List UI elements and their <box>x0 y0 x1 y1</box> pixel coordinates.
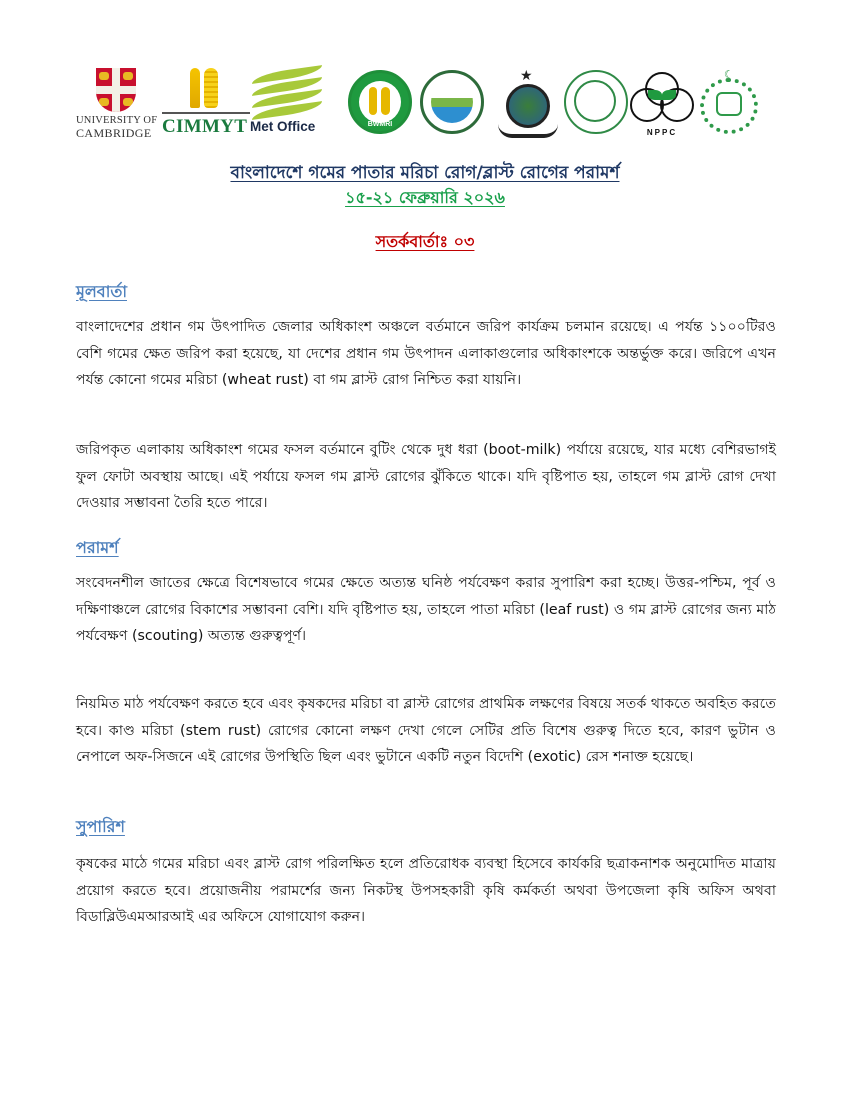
wheat-icon <box>190 68 200 108</box>
met-office-logo <box>250 64 326 140</box>
paragraph: নিয়মিত মাঠ পর্যবেক্ষণ করতে হবে এবং কৃষকদের মরিচা বা ব্লাস্ট রোগের প্রাথমিক লক্ষণের বিষয়ে সতর্ক থাকতে অবহিত করতে হবে। কাণ্ড মরিচা (stem rust) রোগের কোনো লক্ষণ দেখা গেলে সেটির প্রতি বিশেষ গুরুত্ব দিতে হবে, কারণ ভুটান ও নেপালে অফ-সিজনে এই রোগের উপস্থিতি ছিল এবং ভুটানে একটি নতুন বিদেশি (exotic) রেস শনাক্ত হয়েছে। <box>76 696 776 765</box>
alert-number: সতর্কবার্তাঃ ০৩ <box>375 232 475 251</box>
corn-icon <box>204 68 218 108</box>
section-heading-recommendation: সুপারিশ <box>76 817 125 836</box>
paragraph: সংবেদনশীল জাতের ক্ষেত্রে বিশেষভাবে গমের ক্ষেতে অত্যন্ত ঘনিষ্ঠ পর্যবেক্ষণ করার সুপারিশ করা হচ্ছে। উত্তর-পশ্চিম, পূর্ব ও দক্ষিণাঞ্চলে রোগের বিকাশের সম্ভাবনা বেশি। যদি বৃষ্টিপাত হয়, তাহলে পাতা মরিচা (leaf rust) ও গম ব্লাস্ট রোগের জন্য মাঠ পর্যবেক্ষণ (scouting) অত্যন্ত গুরুত্বপূর্ণ। <box>76 575 776 644</box>
cambridge-shield-icon <box>96 68 136 112</box>
section-heading-advice: পরামর্শ <box>76 538 119 557</box>
met-office-logo-text: Met Office <box>250 119 316 134</box>
section-heading-key-message: মূলবার্তা <box>76 282 127 301</box>
star-icon: ★ <box>520 68 533 84</box>
leaf-icon <box>662 90 676 100</box>
nepal-ministry-seal-logo <box>698 68 760 140</box>
nppc-logo <box>626 66 698 138</box>
globe-icon <box>506 84 550 128</box>
logo-strip <box>76 64 776 144</box>
paragraph: জরিপকৃত এলাকায় অধিকাংশ গমের ফসল বর্তমানে বুটিং থেকে দুধ ধরা (boot-milk) পর্যায়ে রয়েছে, যার মধ্যে বেশিরভাগই ফুল ফোটা অবস্থায় আছে। এই পর্যায়ে ফসল গম ব্লাস্ট রোগের ঝুঁকিতে থাকে। যদি বৃষ্টিপাত হয়, তাহলে গম ব্লাস্ট রোগ দেখা দেওয়ার সম্ভাবনা তৈরি হতে পারে। <box>76 442 776 511</box>
cimmyt-logo <box>162 64 250 140</box>
paragraph: কৃষকের মাঠে গমের মরিচা এবং ব্লাস্ট রোগ পরিলক্ষিত হলে প্রতিরোধক ব্যবস্থা হিসেবে কার্যকরি ছত্রাকনাশক অনুমোদিত মাত্রায় প্রয়োগ করতে হবে। প্রয়োজনীয় পরামর্শের জন্য নিকটস্থ উপসহকারী কৃষি কর্মকর্তা অথবা উপজেলা কৃষি অফিস অথবা বিডাব্লিউএমআরআই এর অফিসে যোগাযোগ করুন। <box>76 856 776 925</box>
narc-seal-logo <box>564 70 628 134</box>
bwmri-logo-text: BWMRI <box>367 121 393 128</box>
bwmri-logo <box>348 70 412 134</box>
paragraph: বাংলাদেশের প্রধান গম উৎপাদিত জেলার অধিকাংশ অঞ্চলে বর্তমানে জরিপ কার্যক্রম চলমান রয়েছে। এ পর্যন্ত ১১০০টিরও বেশি গমের ক্ষেত জরিপ করা হয়েছে, যা দেশের প্রধান গম উৎপাদন এলাকাগুলোর অধিকাংশকে অন্তর্ভুক্ত করে। জরিপে এখন পর্যন্ত কোনো গমের মরিচা (wheat rust) বা গম ব্লাস্ট রোগ নিশ্চিত করা যায়নি। <box>76 319 776 388</box>
landscape-icon <box>431 81 473 123</box>
pakistan-seal-logo <box>496 68 560 138</box>
nppc-logo-text: NPPC <box>646 128 678 137</box>
date-range: ১৫-২১ ফেব্রুয়ারি ২০২৬ <box>345 188 505 207</box>
page-title: বাংলাদেশে গমের পাতার মরিচা রোগ/ব্লাস্ট রোগের পরামর্শ <box>230 163 620 183</box>
cambridge-logo <box>76 64 160 140</box>
crescent-icon: ☾ <box>724 68 734 81</box>
cambridge-logo-text-2: CAMBRIDGE <box>76 126 152 140</box>
emblem-icon <box>574 80 616 122</box>
wheat-corn-icon <box>359 81 401 123</box>
cambridge-logo-text-1: UNIVERSITY OF <box>76 115 158 126</box>
dae-seal-logo <box>420 70 484 134</box>
leaf-icon <box>648 90 662 100</box>
cimmyt-logo-text: CIMMYT <box>162 116 248 137</box>
